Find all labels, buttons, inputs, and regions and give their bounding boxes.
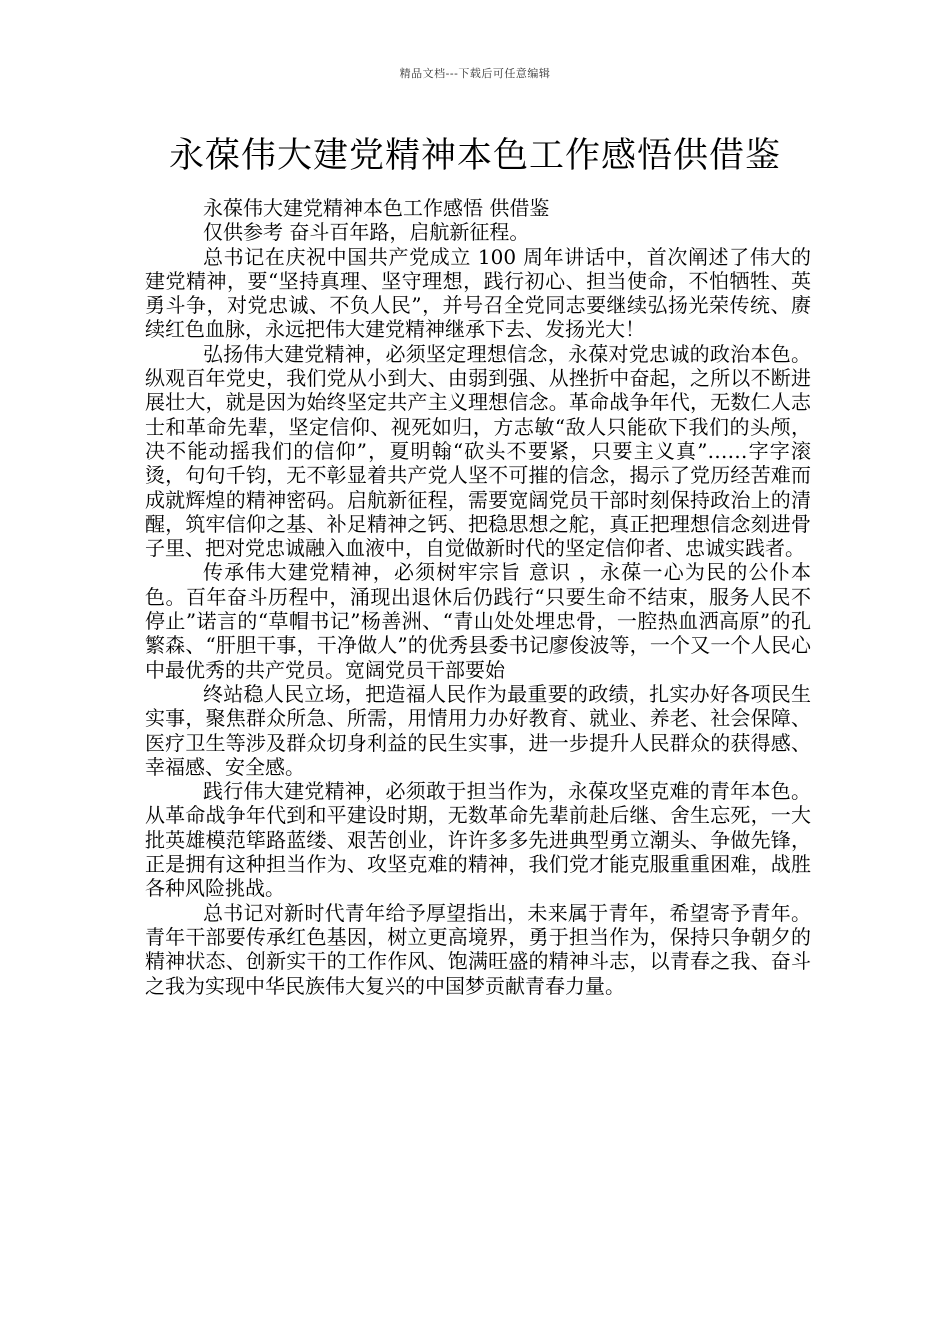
body-paragraph: 终站稳人民立场，把造福人民作为最重要的政绩，扎实办好各项民生实事，聚焦群众所急、所需，用情用力办好教育、就业、养老、社会保障、医疗卫生等涉及群众切身利益的民生实事，进一步提升人民群众的获得感、幸福感、安全感。 xyxy=(145,681,811,779)
body-paragraph: 践行伟大建党精神，必须敢于担当作为，永葆攻坚克难的青年本色。从革命战争年代到和平建设时期，无数革命先辈前赴后继、舍生忘死，一大批英雄模范筚路蓝缕、艰苦创业，许许多多先进典型勇立潮头、争做先锋，正是拥有这种担当作为、攻坚克难的精神，我们党才能克服重重困难，战胜各种风险挑战。 xyxy=(145,779,811,901)
body-paragraph: 传承伟大建党精神，必须树牢宗旨 意识 ，永葆一心为民的公仆本色。百年奋斗历程中，涌现出退休后仍践行“只要生命不结束，服务人民不停止”诺言的“草帽书记”杨善洲、“青山处处埋忠骨，一腔热血洒高原”的孔繁森、“肝胆干事，干净做人”的优秀县委书记廖俊波等，一个又一个人民心中最优秀的共产党员。宽阔党员干部要始 xyxy=(145,560,811,682)
body-paragraph: 总书记对新时代青年给予厚望指出，未来属于青年，希望寄予青年。青年干部要传承红色基因，树立更高境界，勇于担当作为，保持只争朝夕的精神状态、创新实干的工作作风、饱满旺盛的精神斗志，以青春之我、奋斗之我为实现中华民族伟大复兴的中国梦贡献青春力量。 xyxy=(145,900,811,998)
body-paragraph: 弘扬伟大建党精神，必须坚定理想信念，永葆对党忠诚的政治本色。纵观百年党史，我们党从小到大、由弱到强、从挫折中奋起，之所以不断进展壮大，就是因为始终坚定共产主义理想信念。革命战争年代，无数仁人志士和革命先辈，坚定信仰、视死如归，方志敏“敌人只能砍下我们的头颅，决不能动摇我们的信仰”，夏明翰“砍头不要紧，只要主义真”……字字滚烫，句句千钧，无不彰显着共产党人坚不可摧的信念，揭示了党历经苦难而成就辉煌的精神密码。启航新征程，需要宽阔党员干部时刻保持政治上的清醒，筑牢信仰之基、补足精神之钙、把稳思想之舵，真正把理想信念刻进骨子里、把对党忠诚融入血液中，自觉做新时代的坚定信仰者、忠诚实践者。 xyxy=(145,341,811,561)
document-title: 永葆伟大建党精神本色工作感悟供借鉴 xyxy=(168,136,781,176)
body-paragraph: 总书记在庆祝中国共产党成立 100 周年讲话中，首次阐述了伟大的建党精神，要“坚持真理、坚守理想，践行初心、担当使命，不怕牺牲、英勇斗争，对党忠诚、不负人民”，并号召全党同志要继续弘扬光荣传统、赓续红色血脉，永远把伟大建党精神继承下去、发扬光大！ xyxy=(145,244,811,342)
page-header-note: 精品文档---下载后可任意编辑 xyxy=(399,67,551,80)
subtitle-line: 永葆伟大建党精神本色工作感悟 供借鉴 xyxy=(203,196,550,220)
reference-line: 仅供参考 奋斗百年路，启航新征程。 xyxy=(203,220,530,245)
document-body xyxy=(145,196,811,998)
